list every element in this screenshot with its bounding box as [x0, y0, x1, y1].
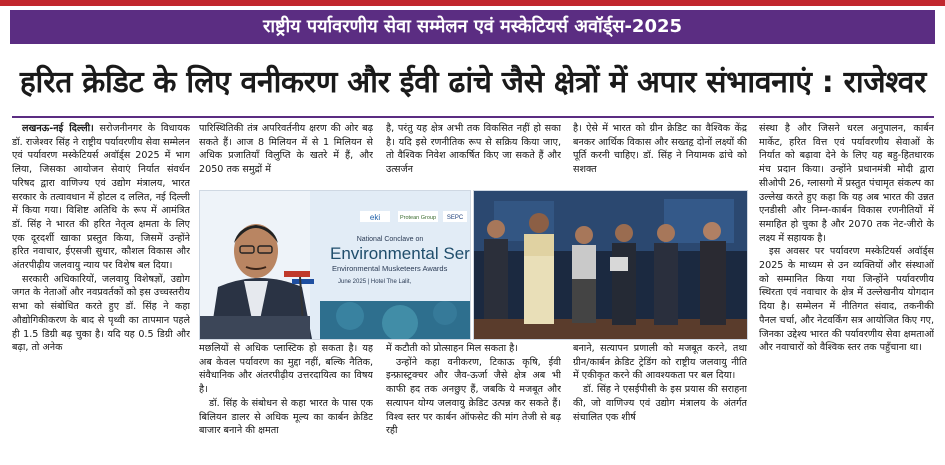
c2-bottom-para-2: डॉ. सिंह के संबोधन से कहा भारत के पास एक बिलियन डालर से अधिक मूल्य का कार्बन क्रेडिट बाजार बनाने की क्षमता: [199, 397, 373, 437]
c1-para-2: सरकारी अधिकारियों, जलवायु विशेषज्ञों, उद्योग जगत के नेताओं और नवप्रवर्तकों को इस उच्चस्तरीय सभा को संबोधित करते हुए डॉ. सिंह ने कहा औद्योगिकीकरण के बाद से पृथ्वी का तापमान पहले ही 1.5 डिग्री बढ़ चुका है। यदि यह 0.5 डिग्री और बढ़ा, तो अनेक: [12, 273, 190, 354]
c4-bottom-para-2: डॉ. सिंह ने एसईपीसी के इस प्रयास की सराहना की, जो वाणिज्य एवं उद्योग मंत्रालय के अंतर्गत संचालित एक शीर्ष: [573, 384, 747, 423]
top-rule: [0, 0, 945, 6]
c1-para-1: सरोजनीनगर के विधायक डॉ. राजेश्वर सिंह ने राष्ट्रीय पर्यावरणीय सेवा सम्मेलन एवं पर्यावरण मस्केटियर्स अवॉर्ड्स 2025 में भाग लिया, जिसका आयोजन सेवाएं निर्यात संवर्धन परिषद द्वारा वाणिज्य एवं उद्योग मंत्रालय, भारत सरकार के तत्वावधान में होटल द ललित, नई दिल्ली में किया गया। विशिष्ट अतिथि के रूप में आमंत्रित डॉ. सिंह ने भारत की हरित नेतृत्व क्षमता के लिए एक दूरदर्शी खाका प्रस्तुत किया, जिसमें उन्होंने हरित नवाचार, ईएसजी सुधार, कौशल विकास और अंतरपीढ़ीय जलवायु न्याय पर विशेष बल दिया।: [12, 123, 190, 272]
award-photo-illustration: [474, 191, 747, 339]
headline-rule: [12, 116, 934, 118]
c5-para-2: इस अवसर पर पर्यावरण मस्केटियर्स अवॉर्ड्स 2025 के माध्यम से उन व्यक्तियों और संस्थाओं को सम्मानित किया गया जिन्होंने पर्यावरणीय स्थिरता एवं नवाचार के क्षेत्र में उल्लेखनीय योगदान दिया है। सम्मेलन में नीतिगत संवाद, तकनीकी पैनल चर्चा, और नेटवर्किंग सत्र आयोजित किए गए, जिनका उद्देश्य भारत की पर्यावरणीय सेवा क्षमताओं और नवाचारों को वैश्विक स्तर तक पहुँचाना था।: [759, 246, 934, 354]
c2-top-text: पारिस्थितिकी तंत्र अपरिवर्तनीय क्षरण की ओर बढ़ सकते हैं। आज 8 मिलियन में से 1 मिलियन से अधिक प्रजातियाँ विलुप्ति के खतरे में हैं, और 2050 तक समुद्रों में: [199, 123, 373, 176]
sponsor-logo-3: SEPC: [446, 215, 464, 221]
article-column-2-top: [199, 122, 373, 190]
c3-bottom-para-1: में कटौती को प्रोत्साहन मिल सकता है।: [386, 343, 518, 354]
c3-bottom-para-2: उन्होंने कहा वनीकरण, टिकाऊ कृषि, ईवी इन्फ्रास्ट्रक्चर और जैव-ऊर्जा जैसे क्षेत्र अब भी काफी हद तक अनछुए हैं, जबकि ये मजबूत और सत्यापन योग्य जलवायु क्रेडिट उत्पन्न कर सकते हैं। विश्व स्तर पर कार्बन ऑफसेट की मांग तेजी से बढ़ रही: [386, 356, 561, 437]
headline: हरित क्रेडिट के लिए वनीकरण और ईवी ढांचे जैसे क्षेत्रों में अपार संभावनाएं : राजेश्वर: [19, 65, 927, 100]
c4-top-text: है। ऐसे में भारत को ग्रीन क्रेडिट का वैश्विक केंद्र बनकर आर्थिक विकास और सख्तहृ दोनों लक्ष्यों की पूर्ति करनी चाहिए। डॉ. सिंह ने नियामक ढांचे को सशक्त: [573, 123, 747, 176]
article-column-4-bottom: [573, 342, 747, 458]
article-column-1: [12, 122, 190, 458]
sponsor-logo-2: Protean Group: [399, 215, 437, 221]
section-banner: राष्ट्रीय पर्यावरणीय सेवा सम्मेलन एवं मस्केटियर्स अवॉर्ड्स-2025: [10, 10, 935, 44]
article-column-5: [759, 122, 934, 458]
backdrop-title: Environmental Ser: [330, 244, 470, 263]
article-column-4-top: [573, 122, 747, 190]
c2-bottom-para-1: मछलियों से अधिक प्लास्टिक हो सकता है। यह अब केवल पर्यावरण का मुद्दा नहीं, बल्कि नैतिक, संवैधानिक और अंतरपीढ़ीय उत्तरदायित्व का विषय है।: [199, 343, 373, 396]
backdrop-date: June 2025 | Hotel The Lalit,: [338, 279, 412, 285]
sponsor-logo: eki: [369, 213, 381, 222]
backdrop-small-text: National Conclave on: [356, 236, 424, 243]
c4-bottom-para-1: बनाने, सत्यापन प्रणाली को मजबूत करने, तथा ग्रीन/कार्बन क्रेडिट ट्रेडिंग को राष्ट्रीय जलवायु नीति में एकीकृत करने की आवश्यकता पर बल दिया।: [573, 343, 747, 382]
speaker-photo: [199, 190, 471, 340]
c5-para-1: संस्था है और जिसने धरल अनुपालन, कार्बन मार्केट, हरित वित्त एवं पर्यावरणीय सेवाओं के निर्यात को बढ़ावा देने के लिए यह बहु-हितधारक मंच प्रदान किया। उन्होंने प्रधानमंत्री मोदी द्वारा सीओपी 26, ग्लासगो में प्रस्तुत पंचामृत संकल्प का उल्लेख करते हुए कहा कि यह अब भारत की उन्नत एनडीसी और निम्न-कार्बन विकास रणनीतियों में समाहित हो चुका है और 2070 तक नेट-जीरो के लक्ष्य में सहायक है।: [759, 123, 934, 244]
article-column-3-top: [386, 122, 561, 190]
c3-top-text: है, परंतु यह क्षेत्र अभी तक विकसित नहीं हो सका है। यदि इसे रणनीतिक रूप से सक्रिय किया जाए, तो वैश्विक निवेश आकर्षित किए जा सकते हैं और उत्सर्जन: [386, 123, 561, 176]
article-column-3-bottom: [386, 342, 561, 458]
award-ceremony-photo: [473, 190, 748, 340]
dateline: लखनऊ-नई दिल्ली।: [22, 123, 94, 134]
speaker-photo-illustration: [200, 191, 470, 339]
backdrop-sub: Environmental Musketeers Awards: [332, 264, 448, 273]
article-column-2-bottom: [199, 342, 373, 458]
